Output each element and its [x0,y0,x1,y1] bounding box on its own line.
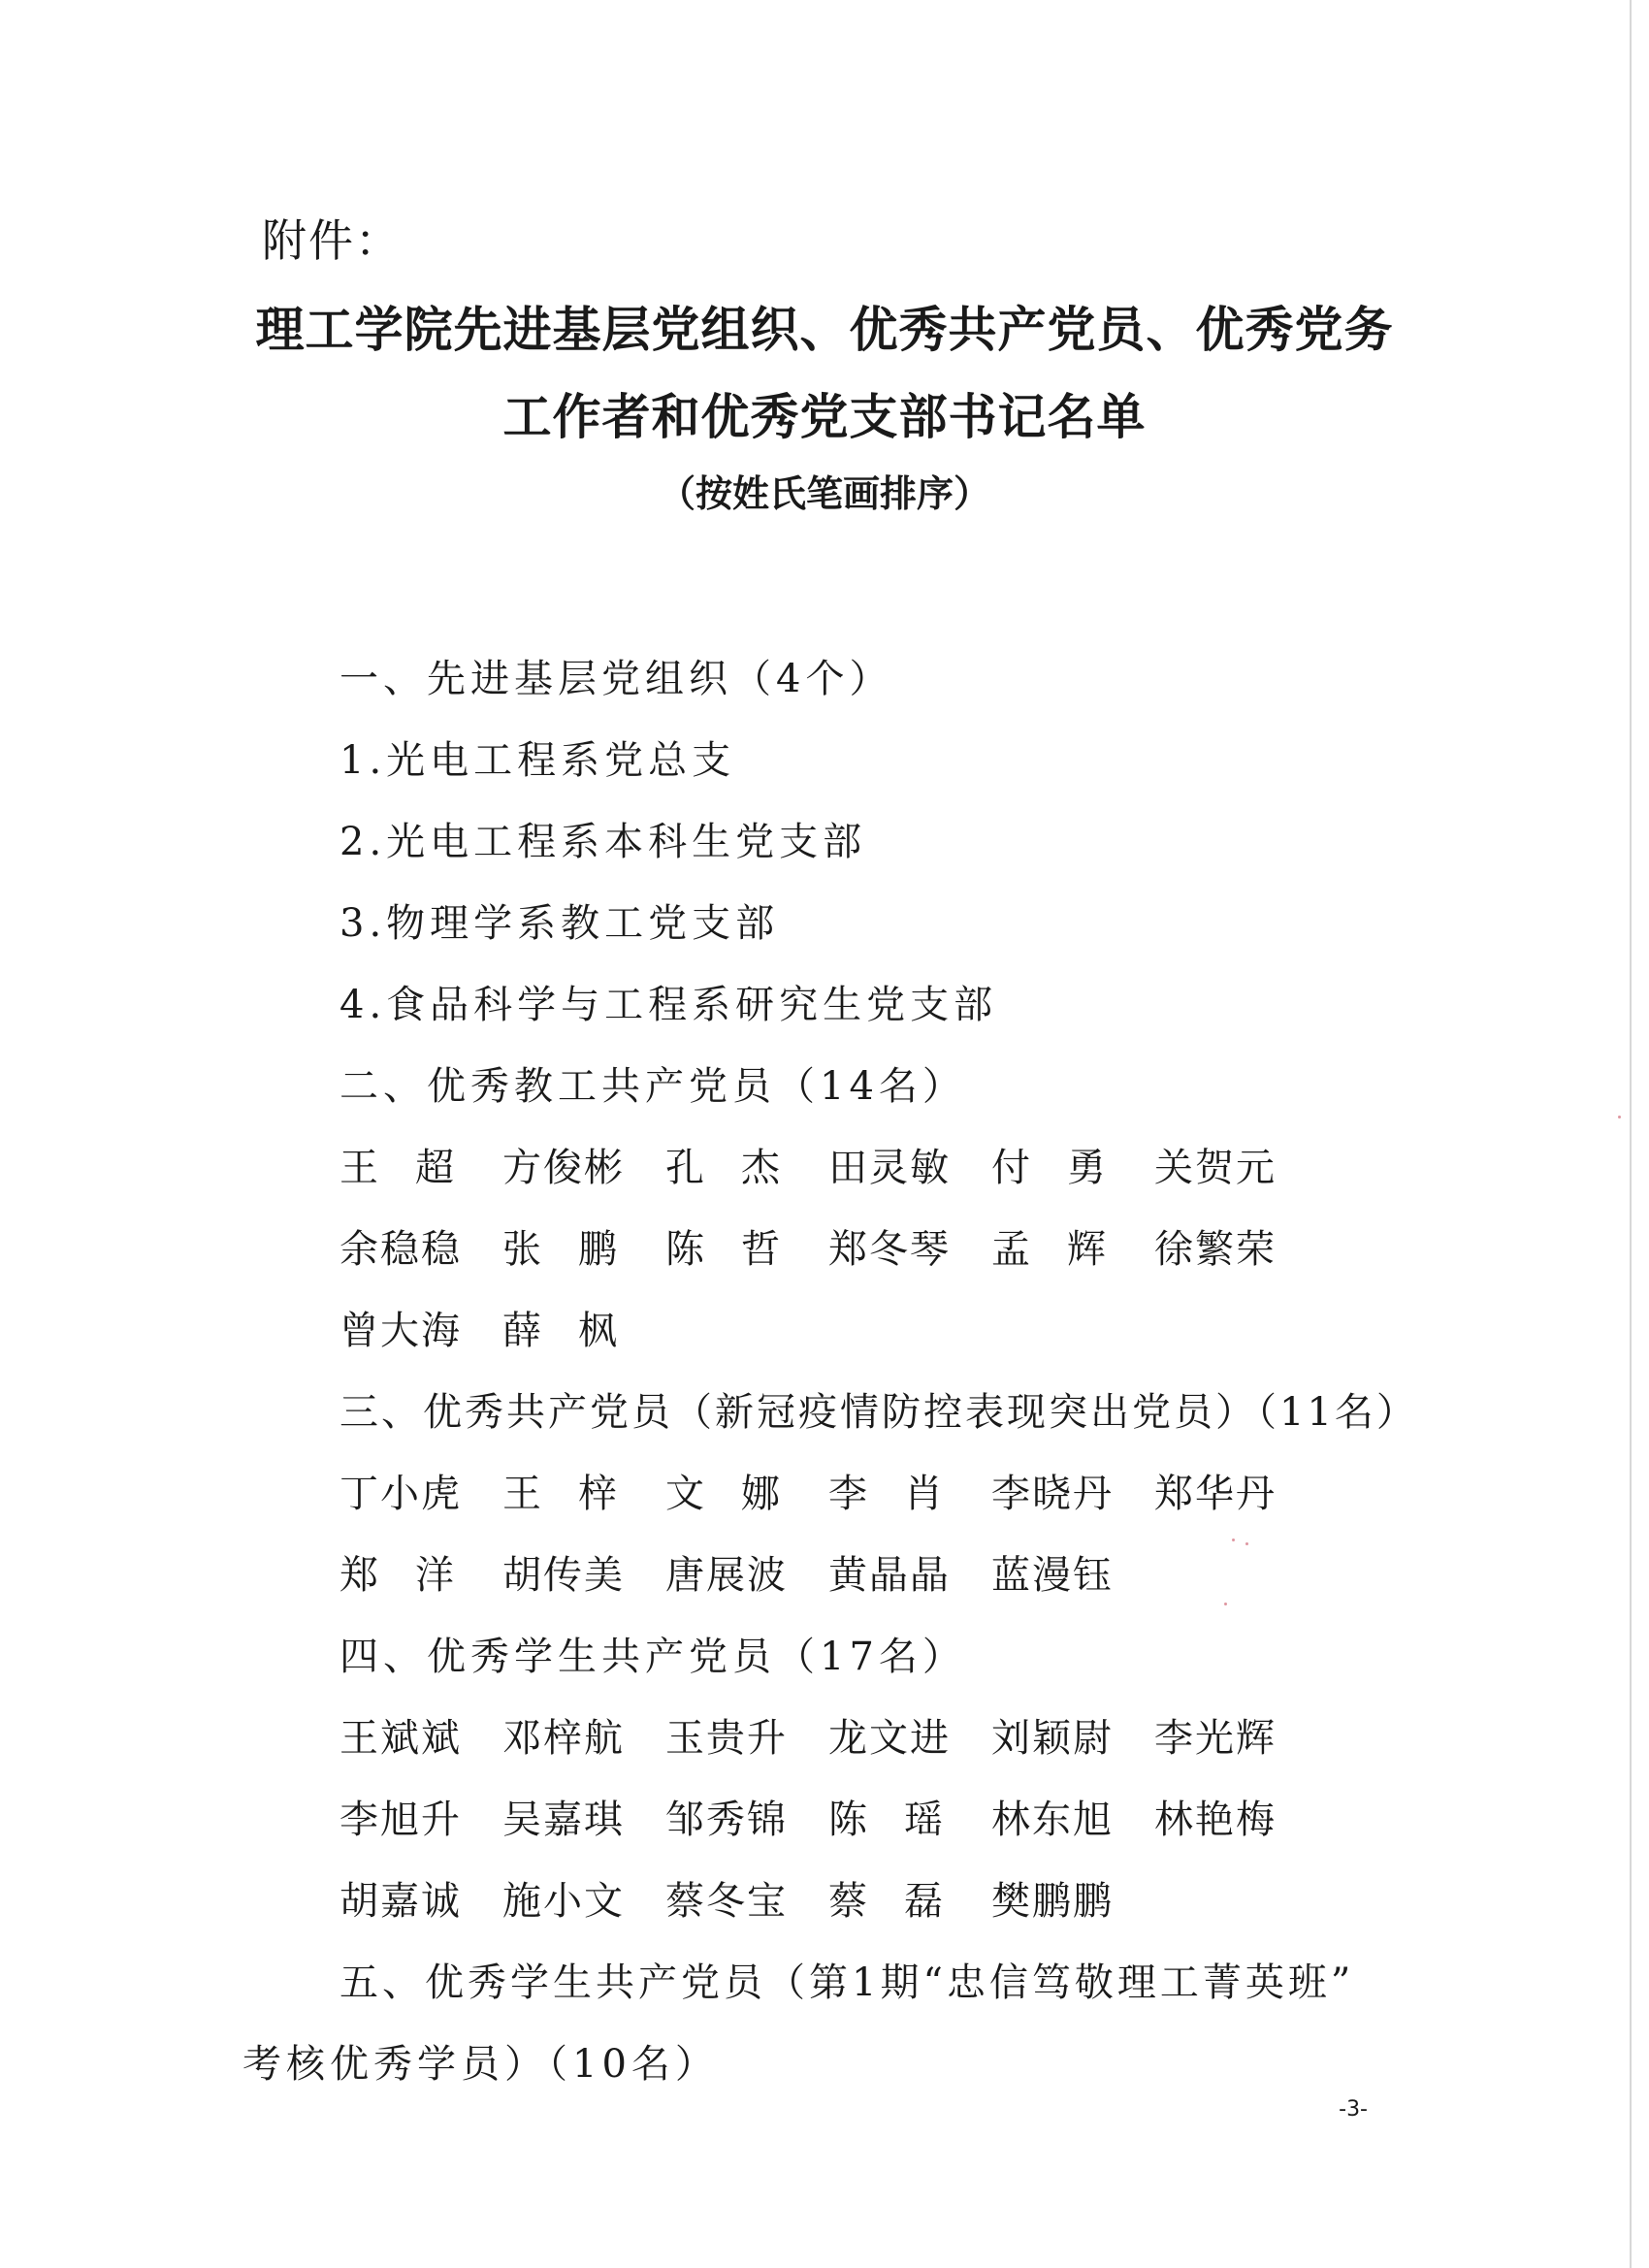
section5-heading-line2: 考核优秀学员）（10名） [242,2042,719,2087]
person-name: 郑洋 [340,1553,491,1598]
person-name: 吴嘉琪 [502,1798,625,1842]
person-name: 李旭升 [340,1798,462,1842]
person-name: 黄晶晶 [828,1553,951,1598]
person-name: 田灵敏 [828,1146,951,1190]
person-name: 王斌斌 [340,1716,462,1761]
person-name: 龙文进 [828,1716,951,1761]
section2-heading: 二、优秀教工共产党员（14名） [340,1064,966,1109]
page-number: -3- [1339,2097,1368,2122]
person-name: 方俊彬 [502,1146,625,1190]
person-name: 唐展波 [665,1553,788,1598]
document-title-line1: 理工学院先进基层党组织、优秀共产党员、优秀党务 [255,301,1394,358]
person-name: 郑华丹 [1154,1472,1277,1516]
person-name: 李晓丹 [991,1472,1114,1516]
person-name: 胡嘉诚 [340,1879,462,1924]
person-name: 蓝漫钰 [991,1553,1114,1598]
section3-names-row1 [340,1463,1310,1521]
section3-heading: 三、优秀共产党员（新冠疫情防控表现突出党员）（11名） [340,1390,1418,1435]
section4-names-row1 [340,1707,1310,1766]
person-name: 曾大海 [340,1309,462,1353]
section4-heading: 四、优秀学生共产党员（17名） [340,1635,966,1679]
person-name: 樊鹏鹏 [991,1879,1114,1924]
person-name: 陈哲 [665,1227,817,1272]
person-name: 胡传美 [502,1553,625,1598]
section2-names-row2 [340,1218,1310,1277]
section1-item: 4.食品科学与工程系研究生党支部 [340,983,998,1027]
section4-names-row3 [340,1870,1310,1928]
person-name: 张鹏 [502,1227,654,1272]
section1-heading: 一、先进基层党组织（4个） [340,657,893,701]
person-name: 文娜 [665,1472,817,1516]
scan-speck [1618,1116,1621,1118]
person-name: 余稳稳 [340,1227,462,1272]
person-name: 李肖 [828,1472,980,1516]
person-name: 徐繁荣 [1154,1227,1277,1272]
person-name: 郑冬琴 [828,1227,951,1272]
section4-names-row2 [340,1789,1310,1847]
scan-speck [1245,1542,1248,1545]
person-name: 王超 [340,1146,491,1190]
attachment-label: 附件： [262,214,402,267]
person-name: 蔡磊 [828,1879,980,1924]
section5-heading-line1: 五、优秀学生共产党员（第1期“忠信笃敬理工菁英班” [340,1960,1355,2005]
document-subtitle: （按姓氏笔画排序） [658,471,990,515]
section1-item: 1.光电工程系党总支 [340,738,736,783]
section2-names-row1 [340,1137,1310,1195]
person-name: 陈瑶 [828,1798,980,1842]
person-name: 林艳梅 [1154,1798,1277,1842]
person-name: 玉贵升 [665,1716,788,1761]
person-name: 付勇 [991,1146,1143,1190]
section1-item: 2.光电工程系本科生党支部 [340,820,867,864]
person-name: 邹秀锦 [665,1798,788,1842]
person-name: 林东旭 [991,1798,1114,1842]
person-name: 刘颖尉 [991,1716,1114,1761]
person-name: 王梓 [502,1472,654,1516]
person-name: 孟辉 [991,1227,1143,1272]
person-name: 邓梓航 [502,1716,625,1761]
person-name: 孔杰 [665,1146,817,1190]
person-name: 关贺元 [1154,1146,1277,1190]
person-name: 李光辉 [1154,1716,1277,1761]
document-title-line2: 工作者和优秀党支部书记名单 [502,388,1147,445]
section2-names-row3 [340,1300,1310,1358]
section3-names-row2 [340,1544,1310,1603]
person-name: 薛枫 [502,1309,654,1353]
scan-speck [1224,1603,1227,1605]
section1-item: 3.物理学系教工党支部 [340,901,780,946]
scan-speck [1232,1539,1235,1541]
person-name: 蔡冬宝 [665,1879,788,1924]
person-name: 丁小虎 [340,1472,462,1516]
person-name: 施小文 [502,1879,625,1924]
